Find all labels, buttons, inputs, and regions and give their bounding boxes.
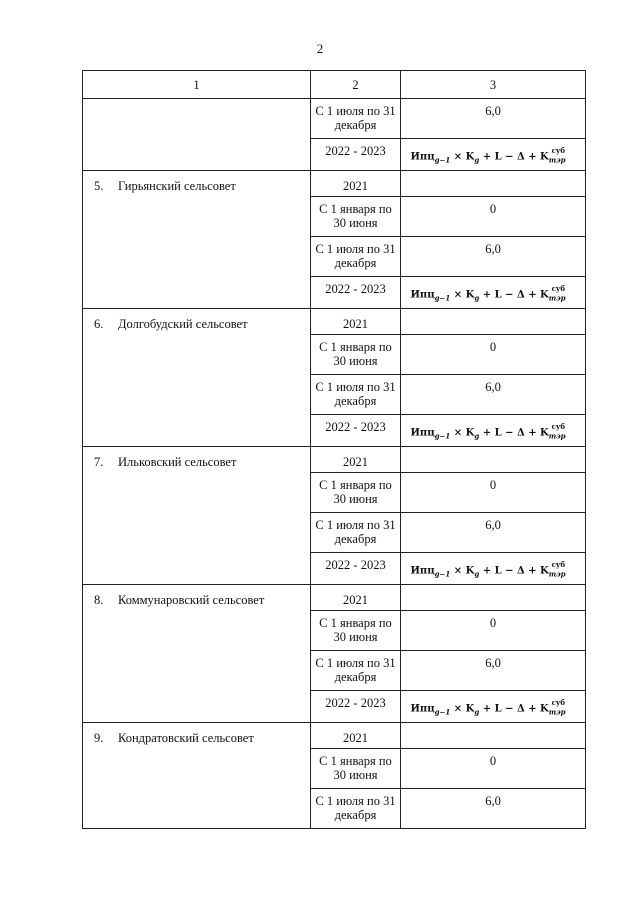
period-cell <box>311 139 401 171</box>
period-cell <box>311 691 401 723</box>
period-cell <box>311 237 401 277</box>
period-label: С 1 июля по 31 декабря <box>315 518 396 546</box>
period-cell <box>311 99 401 139</box>
period-label: 2022 - 2023 <box>325 558 386 572</box>
municipality-name-cell <box>83 585 311 723</box>
municipality-name: Долгобудский сельсовет <box>118 317 248 331</box>
period-label: 2022 - 2023 <box>325 282 386 296</box>
municipality-name-cell <box>83 309 311 447</box>
period-label: С 1 января по 30 июня <box>319 478 392 506</box>
value-cell <box>401 789 586 829</box>
value-label: 6,0 <box>485 518 501 532</box>
header-row <box>83 71 586 99</box>
period-label: 2021 <box>343 455 368 469</box>
period-cell <box>311 335 401 375</box>
municipality-name: Коммунаровский сельсовет <box>118 593 265 607</box>
period-cell <box>311 651 401 691</box>
tariff-formula: $Ипц_{g-1} \times K_g + L - \Delta + K_{тэр}^{суб}$ <box>410 560 566 579</box>
value-cell <box>401 513 586 553</box>
tariff-formula: $Ипц_{g-1} \times K_g + L - \Delta + K_{тэр}^{суб}$ <box>410 284 566 303</box>
value-cell <box>401 139 586 171</box>
period-label: 2021 <box>343 731 368 745</box>
period-label: С 1 января по 30 июня <box>319 340 392 368</box>
header-col-3: 3 <box>401 71 586 99</box>
period-cell <box>311 723 401 749</box>
municipality-name: Кондратовский сельсовет <box>118 731 254 745</box>
value-cell <box>401 277 586 309</box>
period-cell <box>311 611 401 651</box>
table-row <box>83 723 586 749</box>
municipality-number: 6. <box>94 317 104 331</box>
tariff-table <box>82 70 586 829</box>
value-cell <box>401 473 586 513</box>
value-label: 0 <box>489 616 497 630</box>
table-row <box>83 309 586 335</box>
value-cell <box>401 335 586 375</box>
value-label: 6,0 <box>485 656 501 670</box>
period-label: 2022 - 2023 <box>325 144 386 158</box>
period-label: 2022 - 2023 <box>325 696 386 710</box>
period-label: 2021 <box>343 317 368 331</box>
period-label: С 1 января по 30 июня <box>319 202 392 230</box>
period-cell <box>311 171 401 197</box>
period-label: С 1 июля по 31 декабря <box>315 104 396 132</box>
value-cell <box>401 237 586 277</box>
value-label <box>401 585 585 590</box>
value-cell <box>401 415 586 447</box>
value-cell <box>401 197 586 237</box>
table-row <box>83 447 586 473</box>
period-cell <box>311 513 401 553</box>
value-label: 0 <box>489 202 497 216</box>
value-label: 6,0 <box>485 104 501 118</box>
value-label: 0 <box>489 478 497 492</box>
period-cell <box>311 585 401 611</box>
value-cell <box>401 585 586 611</box>
municipality-name-cell <box>83 447 311 585</box>
value-cell <box>401 691 586 723</box>
value-label: 6,0 <box>485 380 501 394</box>
value-cell <box>401 375 586 415</box>
tariff-formula: $Ипц_{g-1} \times K_g + L - \Delta + K_{тэр}^{суб}$ <box>410 698 566 717</box>
municipality-name: Гирьянский сельсовет <box>118 179 236 193</box>
period-cell <box>311 553 401 585</box>
period-cell <box>311 309 401 335</box>
municipality-name-cell <box>83 723 311 829</box>
value-label <box>401 309 585 314</box>
page-number: 2 <box>316 41 324 56</box>
period-cell <box>311 447 401 473</box>
continuation-name-cell <box>83 99 311 171</box>
value-label: 6,0 <box>485 242 501 256</box>
value-label <box>401 723 585 728</box>
value-cell <box>401 447 586 473</box>
value-cell <box>401 611 586 651</box>
period-label: С 1 июля по 31 декабря <box>315 794 396 822</box>
table-row <box>83 171 586 197</box>
period-cell <box>311 789 401 829</box>
value-label: 0 <box>489 340 497 354</box>
table-row <box>83 585 586 611</box>
period-label: С 1 января по 30 июня <box>319 616 392 644</box>
period-label: 2021 <box>343 593 368 607</box>
period-cell <box>311 197 401 237</box>
municipality-number: 9. <box>94 731 104 745</box>
value-cell <box>401 171 586 197</box>
period-label: С 1 января по 30 июня <box>319 754 392 782</box>
value-cell <box>401 749 586 789</box>
value-cell <box>401 651 586 691</box>
period-cell <box>311 277 401 309</box>
period-label: 2022 - 2023 <box>325 420 386 434</box>
municipality-number: 8. <box>94 593 104 607</box>
tariff-formula: $Ипц_{g-1} \times K_g + L - \Delta + K_{тэр}^{суб}$ <box>410 422 566 441</box>
municipality-number: 7. <box>94 455 104 469</box>
value-label: 0 <box>489 754 497 768</box>
period-label: С 1 июля по 31 декабря <box>315 656 396 684</box>
municipality-name-cell <box>83 171 311 309</box>
table-row <box>83 99 586 139</box>
tariff-formula: $Ипц_{g-1} \times K_g + L - \Delta + K_{тэр}^{суб}$ <box>410 146 566 165</box>
value-label: 6,0 <box>485 794 501 808</box>
value-label <box>401 171 585 176</box>
value-cell <box>401 309 586 335</box>
value-cell <box>401 99 586 139</box>
period-label: С 1 июля по 31 декабря <box>315 380 396 408</box>
value-label <box>401 447 585 452</box>
period-label: 2021 <box>343 179 368 193</box>
period-cell <box>311 749 401 789</box>
period-cell <box>311 415 401 447</box>
municipality-name: Ильковский сельсовет <box>118 455 237 469</box>
period-cell <box>311 375 401 415</box>
header-col-2: 2 <box>311 71 401 99</box>
value-cell <box>401 723 586 749</box>
period-cell <box>311 473 401 513</box>
value-cell <box>401 553 586 585</box>
period-label: С 1 июля по 31 декабря <box>315 242 396 270</box>
header-col-1: 1 <box>83 71 311 99</box>
municipality-number: 5. <box>94 179 104 193</box>
